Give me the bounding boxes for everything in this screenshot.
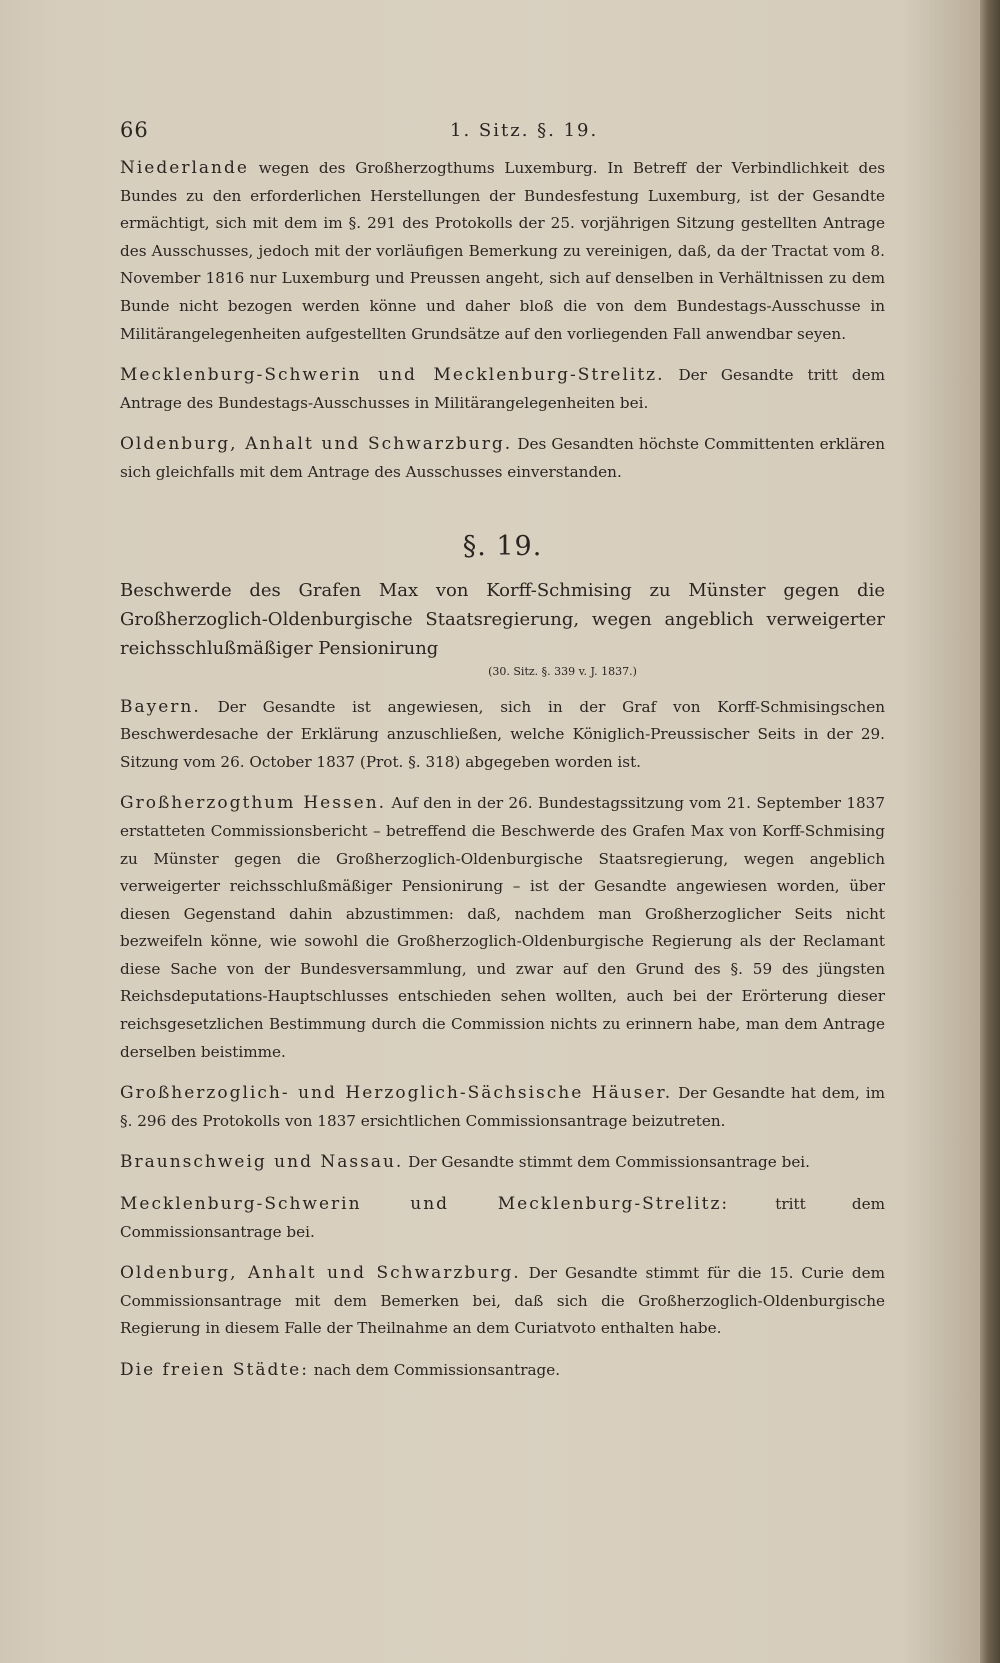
- paragraph-mecklenburg: [120, 362, 885, 417]
- page-content: [120, 155, 885, 1399]
- paragraph-lead: Oldenburg, Anhalt und Schwarzburg.: [120, 1263, 521, 1284]
- page-header: [120, 118, 880, 148]
- paragraph-oldenburg-2: [120, 1260, 885, 1343]
- paragraph-bayern: [120, 694, 885, 777]
- paragraph-lead: Mecklenburg-Schwerin und Mecklenburg-Strelitz.: [120, 365, 665, 386]
- page-edge-shadow: [980, 0, 1000, 1663]
- paragraph-mecklenburg-2: [120, 1191, 885, 1246]
- paragraph-lead: Oldenburg, Anhalt und Schwarzburg.: [120, 434, 513, 455]
- page-number: 66: [120, 118, 149, 142]
- paragraph-lead: Niederlande: [120, 158, 249, 178]
- paragraph-text: Der Gesandte stimmt für die 15. Curie dem Commissionsantrage mit dem Bemerken bei, daß sich die Großherzoglich-Oldenburgische Regierung in diesem Falle der Theilnahme an dem Curiatvoto enthalten habe.: [120, 1264, 885, 1338]
- paragraph-oldenburg: [120, 431, 885, 486]
- paragraph-text: wegen des Großherzogthums Luxemburg. In Betreff der Verbindlichkeit des Bundes zu den erforderlichen Herstellungen der Bundesfestung Luxemburg, ist der Gesandte ermächtigt, sich mit dem im §. 291 des Protokolls der 25. vorjährigen Sitzung gestellten Antrage des Ausschusses, jedoch mit der vorläufigen Bemerkung zu vereinigen, daß, da der Tractat vom 8. November 1816 nur Luxemburg und Preussen angeht, sich auf denselben in Verhältnissen zu dem Bunde nicht bezogen werden könne und daher bloß die von dem Bundestags-Ausschusse in Militärangelegenheiten aufgestellten Grundsätze auf den vorliegenden Fall anwendbar seyen.: [120, 159, 885, 343]
- paragraph-niederlande: [120, 155, 885, 348]
- paragraph-lead: Bayern.: [120, 696, 201, 717]
- paragraph-lead: Großherzoglich- und Herzoglich-Sächsische Häuser.: [120, 1083, 673, 1104]
- paragraph-lead: Braunschweig und Nassau.: [120, 1152, 404, 1173]
- paragraph-lead: Mecklenburg-Schwerin und Mecklenburg-Strelitz:: [120, 1194, 730, 1215]
- paragraph-lead: Großherzogthum Hessen.: [120, 793, 387, 814]
- paragraph-hessen: [120, 790, 885, 1066]
- section-number: §. 19.: [462, 530, 543, 562]
- paragraph-text: Der Gesandte hat dem, im §. 296 des Protokolls von 1837 ersichtlichen Commissionsantrage beizutreten.: [120, 1084, 885, 1130]
- section-reference: (30. Sitz. §. 339 v. J. 1837.): [488, 664, 637, 678]
- paragraph-text: Der Gesandte tritt dem Antrage des Bundestags-Ausschusses in Militärangelegenheiten bei.: [120, 366, 885, 412]
- paragraph-text: Der Gesandte ist angewiesen, sich in der Graf von Korff-Schmisingschen Beschwerdesache der Erklärung anzuschließen, welche Königlich-Preussischer Seits in der 29. Sitzung vom 26. October 1837 (Prot. §. 318) abgegeben worden ist.: [120, 697, 885, 771]
- paragraph-text: Auf den in der 26. Bundestagssitzung vom 21. September 1837 erstatteten Commissionsbericht – betreffend die Beschwerde des Grafen Max von Korff-Schmising zu Münster gegen die Großherzoglich-Oldenburgische Staatsregierung, wegen angeblich verweigerter reichsschlußmäßiger Pensionirung – ist der Gesandte angewiesen worden, über diesen Gegenstand dahin abzustimmen: daß, nachdem man Großherzoglicher Seits nicht bezweifeln könne, wie sowohl die Großherzoglich-Oldenburgische Regierung als der Reclamant diese Sache von der Bundesversammlung, und zwar auf den Grund des §. 59 des jüngsten Reichsdeputations-Hauptschlusses entschieden sehen wollten, auch bei der Erörterung dieser reichsgesetzlichen Bestimmung durch die Commission nichts zu erinnern habe, man dem Antrage derselben beistimme.: [120, 794, 885, 1061]
- paragraph-text: Der Gesandte stimmt dem Commissionsantrage bei.: [403, 1153, 810, 1172]
- running-head: 1. Sitz. §. 19.: [450, 120, 599, 141]
- paragraph-text: tritt dem Commissionsantrage bei.: [120, 1195, 885, 1241]
- paragraph-lead: Die freien Städte:: [120, 1360, 309, 1380]
- paragraph-text: nach dem Commissionsantrage.: [308, 1361, 561, 1379]
- paragraph-saechsische-haeuser: [120, 1080, 885, 1135]
- paragraph-braunschweig: [120, 1149, 885, 1177]
- paragraph-text: Des Gesandten höchste Committenten erklären sich gleichfalls mit dem Antrage des Ausschusses einverstanden.: [120, 435, 885, 481]
- section-title: Beschwerde des Grafen Max von Korff-Schmising zu Münster gegen die Großherzoglich-Oldenburgische Staatsregierung, wegen angeblich verweigerter reichsschlußmäßiger Pensionirung: [120, 579, 885, 659]
- paragraph-freie-staedte: [120, 1357, 885, 1385]
